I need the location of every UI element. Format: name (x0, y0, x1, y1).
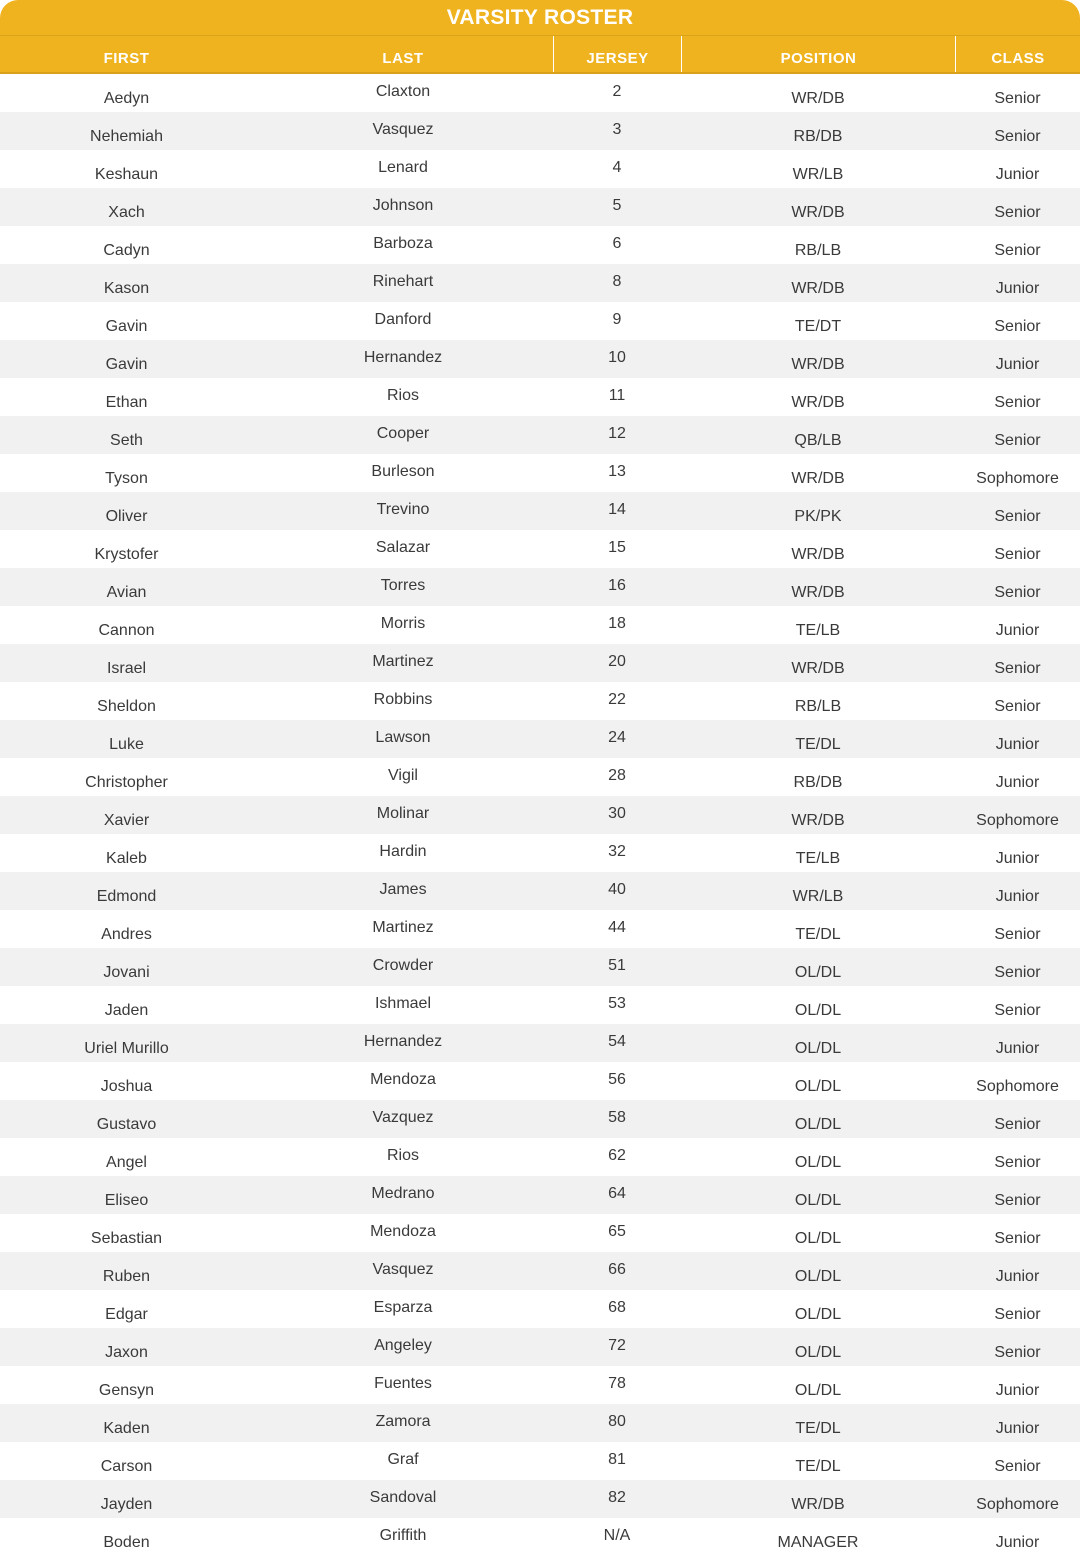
player-position: TE/LB (795, 622, 841, 639)
player-class: Senior (994, 1458, 1041, 1475)
table-row (0, 530, 1080, 568)
player-last-name: Torres (380, 577, 426, 594)
table-row (0, 150, 1080, 188)
player-position: WR/DB (791, 584, 845, 601)
player-position: WR/DB (791, 356, 845, 373)
player-class: Senior (994, 128, 1041, 145)
player-class: Junior (995, 1420, 1040, 1437)
player-class: Senior (994, 1154, 1041, 1171)
player-position: TE/DL (795, 1458, 841, 1475)
column-header-jersey: JERSEY (553, 36, 681, 72)
player-position: TE/DL (795, 926, 841, 943)
player-last-name: Trevino (376, 501, 430, 518)
player-class: Senior (994, 432, 1041, 449)
player-position: OL/DL (794, 1382, 842, 1399)
table-row (0, 378, 1080, 416)
player-last-name: Ishmael (374, 995, 432, 1012)
player-class: Senior (994, 318, 1041, 335)
player-last-name: Cooper (376, 425, 430, 442)
player-jersey-number: 22 (608, 691, 626, 708)
player-class: Sophomore (976, 812, 1059, 829)
player-jersey-number: 6 (612, 235, 622, 252)
player-class: Junior (995, 280, 1040, 297)
column-header-last: LAST (382, 50, 424, 67)
player-class: Senior (994, 546, 1041, 563)
player-first-name: Carson (100, 1458, 153, 1475)
player-jersey-number: 18 (608, 615, 626, 632)
player-class: Senior (994, 394, 1041, 411)
player-first-name: Nehemiah (90, 128, 163, 145)
player-position: WR/DB (791, 280, 845, 297)
player-first-name: Uriel Murillo (84, 1040, 169, 1057)
player-first-name: Keshaun (94, 166, 159, 183)
player-first-name: Krystofer (94, 546, 159, 563)
table-row (0, 910, 1080, 948)
player-jersey-number: 9 (612, 311, 622, 328)
player-first-name: Gavin (105, 318, 148, 335)
player-last-name: Morris (380, 615, 426, 632)
player-jersey-number: 81 (608, 1451, 626, 1468)
player-first-name: Jovani (103, 964, 150, 981)
player-last-name: Sandoval (369, 1489, 437, 1506)
player-jersey-number: 12 (608, 425, 626, 442)
player-last-name: Esparza (373, 1299, 433, 1316)
player-jersey-number: 15 (608, 539, 626, 556)
player-last-name: Rinehart (372, 273, 434, 290)
table-row (0, 1024, 1080, 1062)
player-first-name: Kaden (103, 1420, 150, 1437)
table-row (0, 74, 1080, 112)
player-position: TE/DL (795, 736, 841, 753)
player-first-name: Angel (106, 1154, 147, 1171)
table-row (0, 1404, 1080, 1442)
player-class: Senior (994, 508, 1041, 525)
player-last-name: Vasquez (372, 121, 434, 138)
player-position: OL/DL (794, 1344, 842, 1361)
player-jersey-number: 58 (608, 1109, 626, 1126)
player-position: WR/LB (792, 166, 844, 183)
player-position: OL/DL (794, 1040, 842, 1057)
player-first-name: Tyson (105, 470, 148, 487)
table-row (0, 1328, 1080, 1366)
table-row (0, 226, 1080, 264)
player-jersey-number: 8 (612, 273, 622, 290)
table-row (0, 112, 1080, 150)
player-first-name: Aedyn (103, 90, 150, 107)
player-position: WR/DB (791, 204, 845, 221)
player-last-name: Medrano (371, 1185, 435, 1202)
player-jersey-number: 3 (612, 121, 622, 138)
table-row (0, 1214, 1080, 1252)
table-row (0, 1138, 1080, 1176)
player-class: Senior (994, 90, 1041, 107)
player-jersey-number: 51 (608, 957, 626, 974)
player-position: RB/LB (794, 242, 842, 259)
player-class: Junior (995, 166, 1040, 183)
player-jersey-number: 32 (608, 843, 626, 860)
table-row (0, 1480, 1080, 1518)
table-row (0, 416, 1080, 454)
player-last-name: Hardin (379, 843, 427, 860)
player-jersey-number: 30 (608, 805, 626, 822)
player-position: OL/DL (794, 1154, 842, 1171)
player-jersey-number: 5 (612, 197, 622, 214)
player-last-name: Rios (386, 387, 419, 404)
player-jersey-number: 78 (608, 1375, 626, 1392)
player-position: WR/LB (792, 888, 844, 905)
table-row (0, 606, 1080, 644)
player-last-name: James (379, 881, 427, 898)
player-position: WR/DB (791, 546, 845, 563)
player-class: Junior (995, 736, 1040, 753)
player-position: OL/DL (794, 1002, 842, 1019)
player-jersey-number: 66 (608, 1261, 626, 1278)
player-jersey-number: 28 (608, 767, 626, 784)
player-jersey-number: 64 (608, 1185, 626, 1202)
player-class: Senior (994, 1344, 1041, 1361)
player-class: Senior (994, 964, 1041, 981)
player-last-name: Fuentes (374, 1375, 432, 1392)
player-class: Senior (994, 242, 1041, 259)
player-position: WR/DB (791, 660, 845, 677)
player-last-name: Lenard (378, 159, 428, 176)
table-row (0, 796, 1080, 834)
player-last-name: Graf (387, 1451, 419, 1468)
player-class: Senior (994, 584, 1041, 601)
column-header-first: FIRST (103, 50, 150, 67)
player-jersey-number: 14 (608, 501, 626, 518)
player-last-name: Martinez (372, 919, 434, 936)
player-jersey-number: 4 (612, 159, 622, 176)
player-first-name: Boden (103, 1534, 150, 1551)
player-last-name: Barboza (373, 235, 433, 252)
table-row (0, 1442, 1080, 1480)
player-class: Senior (994, 1306, 1041, 1323)
player-last-name: Mendoza (370, 1223, 436, 1240)
player-jersey-number: 53 (608, 995, 626, 1012)
player-position: RB/LB (794, 698, 842, 715)
player-class: Junior (995, 888, 1040, 905)
player-class: Junior (995, 1268, 1040, 1285)
player-position: WR/DB (791, 470, 845, 487)
player-position: TE/DL (795, 1420, 841, 1437)
table-row (0, 948, 1080, 986)
player-first-name: Ethan (105, 394, 148, 411)
player-jersey-number: 11 (608, 387, 626, 404)
player-position: OL/DL (794, 1116, 842, 1133)
table-row (0, 1176, 1080, 1214)
player-first-name: Avian (106, 584, 147, 601)
table-row (0, 1366, 1080, 1404)
player-position: OL/DL (794, 1230, 842, 1247)
player-last-name: Zamora (375, 1413, 431, 1430)
player-class: Junior (995, 1382, 1040, 1399)
player-jersey-number: 13 (608, 463, 626, 480)
player-last-name: Johnson (372, 197, 434, 214)
player-first-name: Jaden (104, 1002, 149, 1019)
player-first-name: Oliver (105, 508, 148, 525)
player-jersey-number: 24 (608, 729, 626, 746)
player-class: Senior (994, 698, 1041, 715)
table-row (0, 568, 1080, 606)
player-first-name: Israel (106, 660, 147, 677)
table-row (0, 682, 1080, 720)
player-jersey-number: 68 (608, 1299, 626, 1316)
player-first-name: Cadyn (103, 242, 150, 259)
player-jersey-number: 62 (608, 1147, 626, 1164)
table-row (0, 454, 1080, 492)
player-first-name: Edmond (96, 888, 157, 905)
player-first-name: Christopher (85, 774, 168, 791)
player-jersey-number: 65 (608, 1223, 626, 1240)
player-last-name: Vazquez (372, 1109, 434, 1126)
player-last-name: Salazar (375, 539, 431, 556)
table-row (0, 264, 1080, 302)
player-first-name: Kaleb (106, 850, 147, 867)
player-last-name: Vigil (388, 767, 418, 784)
player-last-name: Danford (374, 311, 432, 328)
column-header-position: POSITION (681, 36, 955, 72)
player-last-name: Burleson (371, 463, 435, 480)
player-jersey-number: 16 (608, 577, 626, 594)
table-row (0, 758, 1080, 796)
player-class: Senior (994, 1192, 1041, 1209)
player-position: WR/DB (791, 1496, 845, 1513)
player-first-name: Kason (103, 280, 150, 297)
table-row (0, 1518, 1080, 1556)
player-jersey-number: 2 (612, 83, 622, 100)
player-last-name: Martinez (372, 653, 434, 670)
table-row (0, 872, 1080, 910)
player-position: WR/DB (791, 394, 845, 411)
player-position: PK/PK (794, 508, 842, 525)
roster-body (0, 74, 1080, 1556)
player-first-name: Gavin (105, 356, 148, 373)
player-first-name: Jayden (100, 1496, 153, 1513)
player-first-name: Seth (110, 432, 143, 449)
player-class: Sophomore (976, 470, 1059, 487)
player-position: MANAGER (777, 1534, 859, 1551)
player-first-name: Sebastian (90, 1230, 163, 1247)
player-position: TE/DT (794, 318, 842, 335)
player-position: OL/DL (794, 1078, 842, 1095)
player-last-name: Molinar (376, 805, 430, 822)
player-class: Junior (995, 1534, 1040, 1551)
player-jersey-number: 80 (608, 1413, 626, 1430)
table-row (0, 340, 1080, 378)
table-row (0, 644, 1080, 682)
player-last-name: Rios (386, 1147, 419, 1164)
player-position: OL/DL (794, 1192, 842, 1209)
player-class: Senior (994, 1230, 1041, 1247)
player-first-name: Joshua (100, 1078, 153, 1095)
player-first-name: Ruben (102, 1268, 151, 1285)
player-last-name: Claxton (375, 83, 431, 100)
player-first-name: Jaxon (105, 1344, 148, 1361)
player-first-name: Edgar (105, 1306, 148, 1323)
player-position: WR/DB (791, 90, 845, 107)
table-row (0, 1252, 1080, 1290)
player-position: TE/LB (795, 850, 841, 867)
player-first-name: Gustavo (96, 1116, 157, 1133)
player-last-name: Crowder (372, 957, 434, 974)
player-class: Junior (995, 356, 1040, 373)
player-jersey-number: 40 (608, 881, 626, 898)
player-last-name: Vasquez (372, 1261, 434, 1278)
player-class: Sophomore (976, 1078, 1059, 1095)
player-last-name: Griffith (379, 1527, 427, 1544)
player-last-name: Hernandez (363, 349, 443, 366)
table-row (0, 188, 1080, 226)
player-jersey-number: 10 (608, 349, 626, 366)
table-row (0, 302, 1080, 340)
player-class: Sophomore (976, 1496, 1059, 1513)
player-class: Junior (995, 774, 1040, 791)
table-row (0, 834, 1080, 872)
player-jersey-number: 82 (608, 1489, 626, 1506)
player-jersey-number: N/A (603, 1527, 631, 1544)
table-row (0, 1100, 1080, 1138)
player-last-name: Robbins (373, 691, 433, 708)
table-row (0, 1062, 1080, 1100)
player-position: WR/DB (791, 812, 845, 829)
player-first-name: Xach (108, 204, 145, 221)
player-first-name: Sheldon (97, 698, 156, 715)
player-first-name: Luke (109, 736, 144, 753)
player-last-name: Hernandez (363, 1033, 443, 1050)
player-position: RB/DB (793, 774, 843, 791)
player-last-name: Lawson (375, 729, 431, 746)
player-class: Junior (995, 622, 1040, 639)
player-class: Senior (994, 926, 1041, 943)
column-header-row (0, 36, 1080, 74)
player-first-name: Andres (101, 926, 152, 943)
player-last-name: Angeley (374, 1337, 432, 1354)
player-class: Senior (994, 660, 1041, 677)
player-position: RB/DB (793, 128, 843, 145)
player-jersey-number: 20 (608, 653, 626, 670)
player-jersey-number: 44 (608, 919, 626, 936)
player-jersey-number: 72 (608, 1337, 626, 1354)
roster-title: VARSITY ROSTER (0, 0, 1080, 36)
player-position: QB/LB (794, 432, 842, 449)
table-row (0, 720, 1080, 758)
table-row (0, 492, 1080, 530)
player-class: Senior (994, 1002, 1041, 1019)
player-jersey-number: 56 (608, 1071, 626, 1088)
player-jersey-number: 54 (608, 1033, 626, 1050)
player-first-name: Gensyn (98, 1382, 155, 1399)
player-position: OL/DL (794, 1306, 842, 1323)
player-first-name: Xavier (103, 812, 150, 829)
table-row (0, 986, 1080, 1024)
player-class: Senior (994, 1116, 1041, 1133)
player-class: Senior (994, 204, 1041, 221)
player-position: OL/DL (794, 964, 842, 981)
table-row (0, 1290, 1080, 1328)
player-class: Junior (995, 850, 1040, 867)
player-first-name: Eliseo (104, 1192, 149, 1209)
player-class: Junior (995, 1040, 1040, 1057)
column-header-class: CLASS (955, 36, 1080, 72)
player-first-name: Cannon (98, 622, 155, 639)
player-position: OL/DL (794, 1268, 842, 1285)
player-last-name: Mendoza (370, 1071, 436, 1088)
